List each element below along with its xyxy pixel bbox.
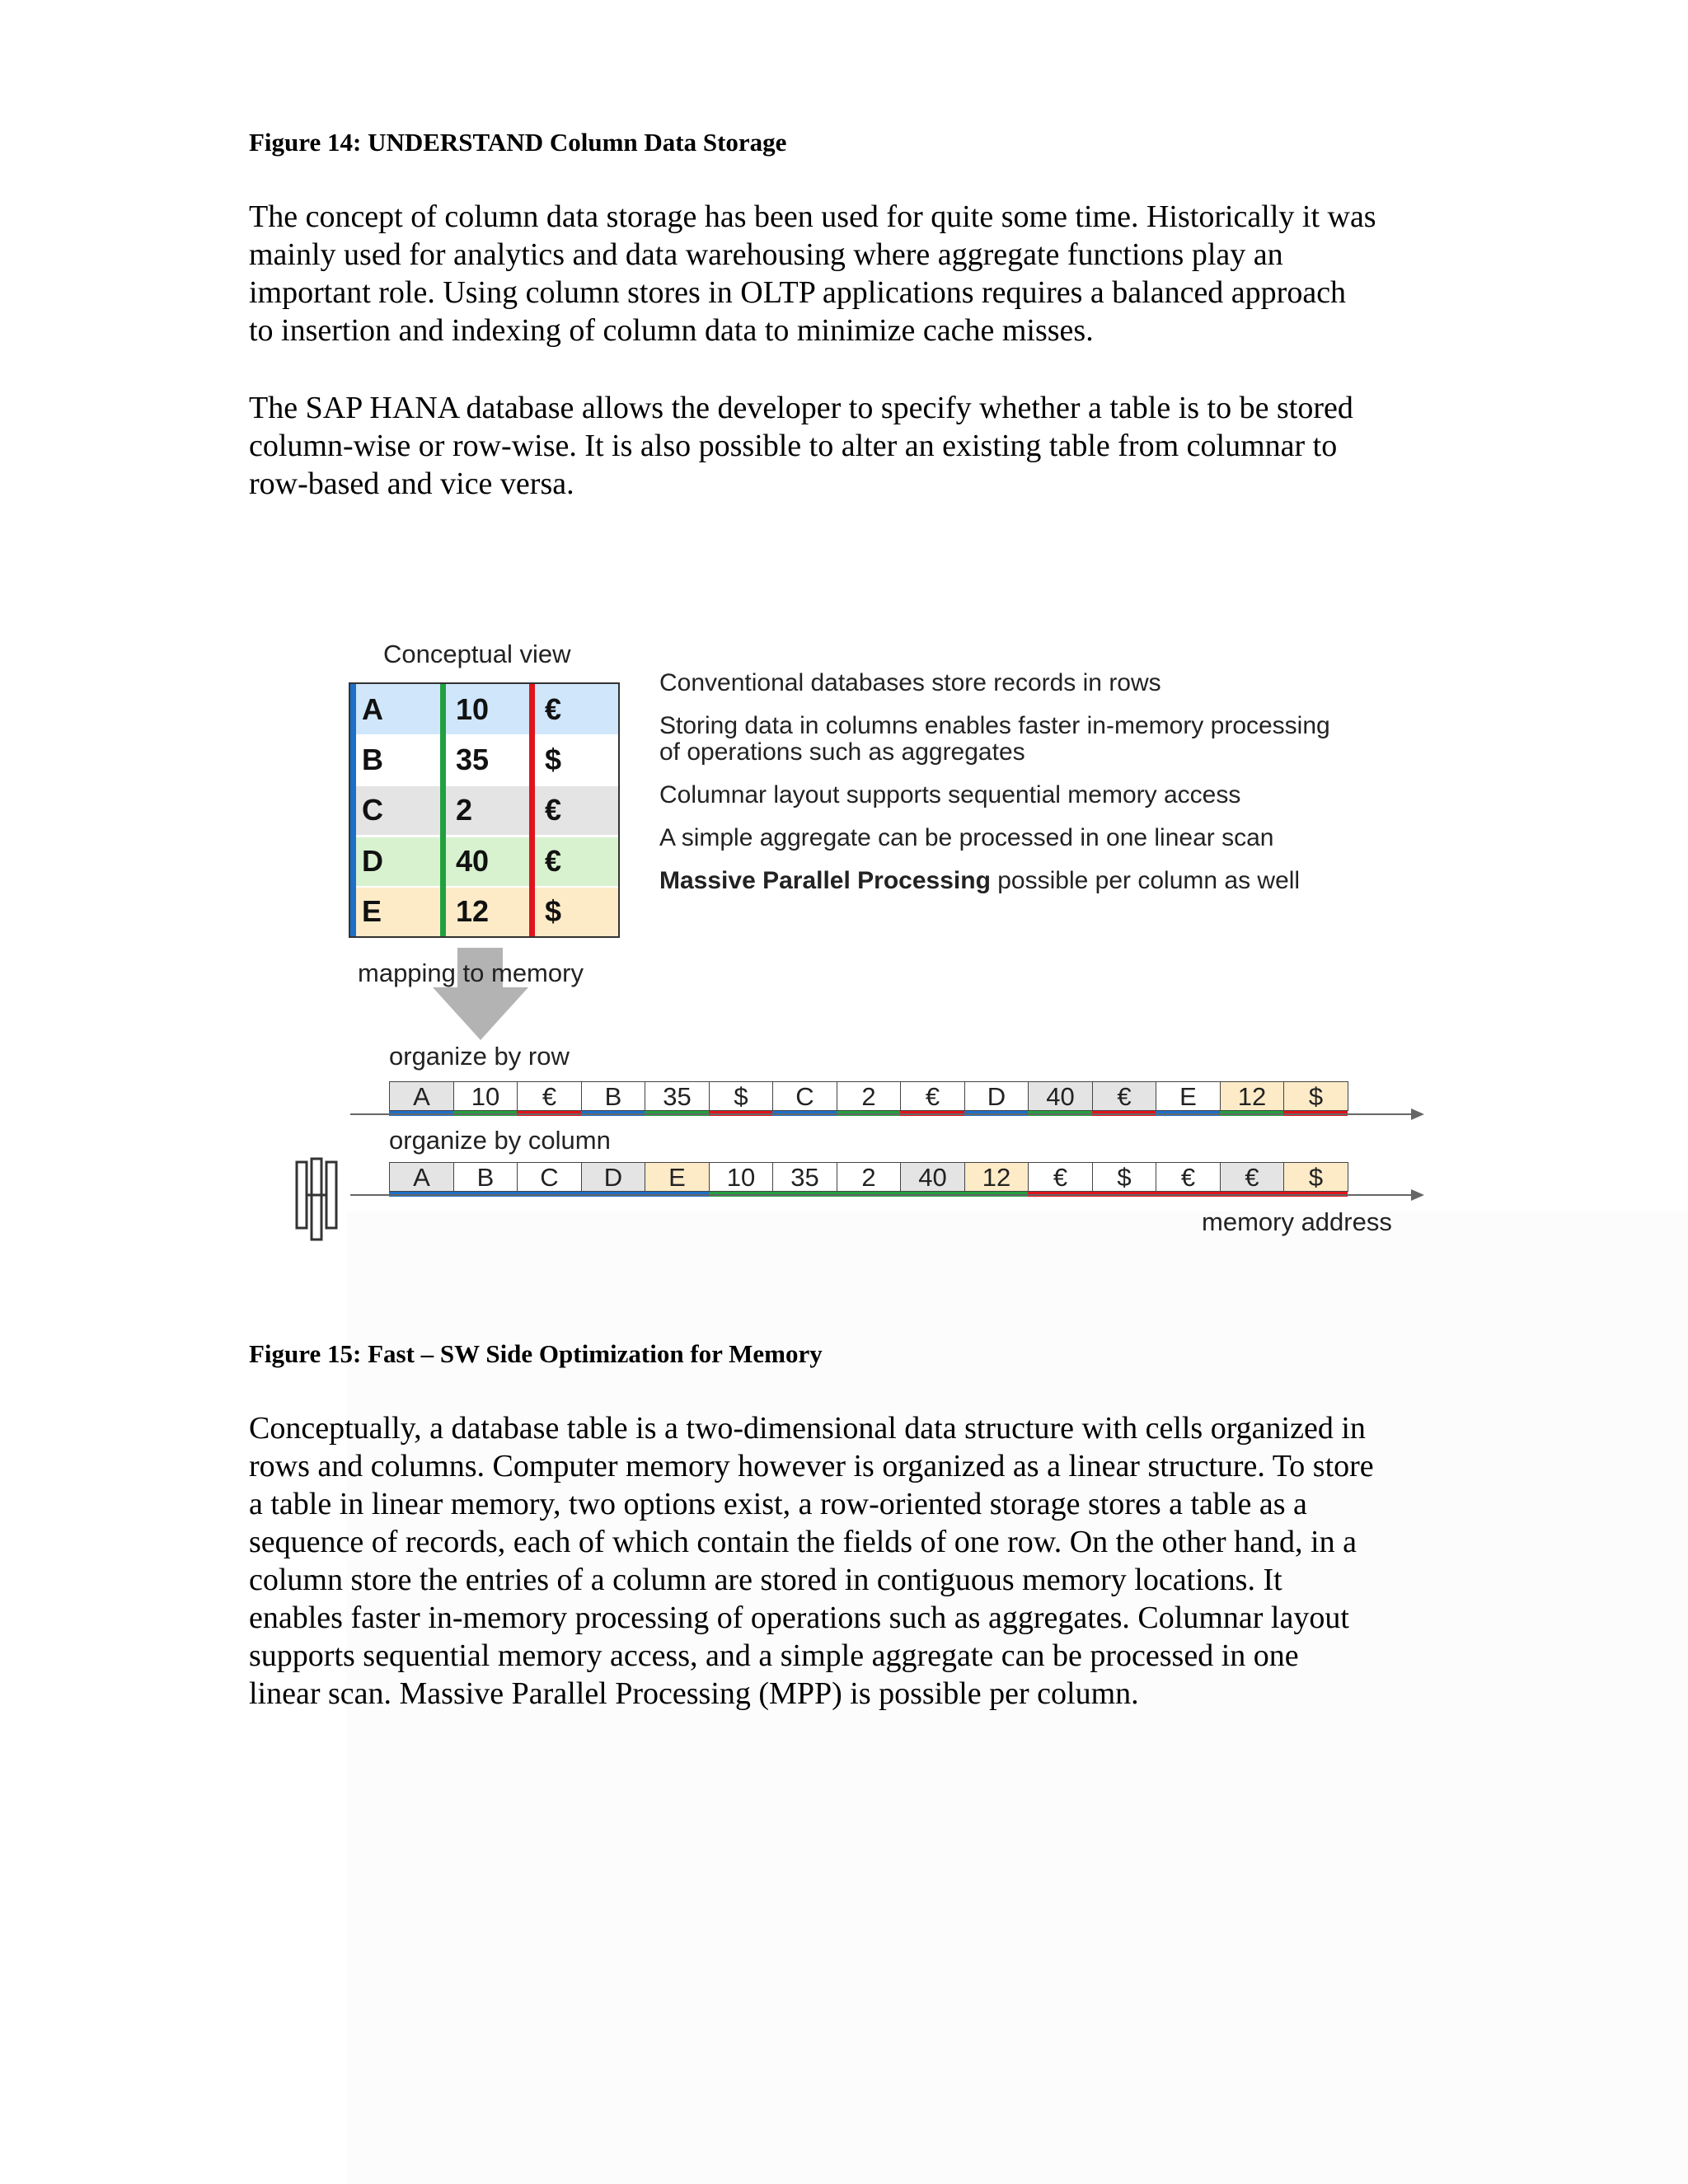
row-divider xyxy=(350,785,618,786)
memory-cell: 40 xyxy=(1028,1081,1093,1111)
memory-cell: B xyxy=(581,1081,646,1111)
memory-cell: € xyxy=(900,1081,965,1111)
para3-line: sequence of records, each of which contain the fields of one row. On the other hand, in a xyxy=(249,1525,1357,1559)
row-divider xyxy=(350,886,618,888)
memory-cell: 12 xyxy=(964,1162,1029,1192)
para3-line: linear scan. Massive Parallel Processing (MPP) is possible per column. xyxy=(249,1676,1139,1711)
para1-line: to insertion and indexing of column data to minimize cache misses. xyxy=(249,313,1094,348)
feature-item xyxy=(659,712,1330,740)
para3-line: a table in linear memory, two options exist, a row-oriented storage stores a table as a xyxy=(249,1487,1307,1521)
para3-line: enables faster in-memory processing of operations such as aggregates. Columnar layout xyxy=(249,1601,1349,1635)
memory-cell: $ xyxy=(709,1081,774,1111)
table-row xyxy=(350,734,618,785)
figure-14-caption: Figure 14: UNDERSTAND Column Data Storage xyxy=(249,128,787,157)
table-row xyxy=(350,684,618,734)
para1-line: mainly used for analytics and data warehousing where aggregate functions play an xyxy=(249,237,1283,272)
memory-cell: E xyxy=(645,1162,710,1192)
table-cell: 2 xyxy=(456,793,473,827)
memory-cell: D xyxy=(964,1081,1029,1111)
table-cell: 35 xyxy=(456,743,490,777)
table-cell: € xyxy=(545,843,562,878)
table-row xyxy=(350,785,618,835)
organize-by-row-label: organize by row xyxy=(389,1042,570,1071)
table-cell: 40 xyxy=(456,843,490,878)
memory-cell: € xyxy=(1092,1081,1157,1111)
para1-line: The concept of column data storage has been used for quite some time. Historically it was xyxy=(249,199,1376,234)
memory-cell: 12 xyxy=(1220,1081,1285,1111)
table-cell: E xyxy=(362,893,382,928)
row-divider xyxy=(350,734,618,736)
feature-item-text: Columnar layout supports sequential memory access xyxy=(659,781,1241,808)
feature-item-text: A simple aggregate can be processed in one linear scan xyxy=(659,824,1274,851)
column-memory-axis xyxy=(350,1194,1414,1196)
organize-by-column-label: organize by column xyxy=(389,1126,611,1155)
para3-line: rows and columns. Computer memory however is organized as a linear structure. To store xyxy=(249,1449,1374,1483)
feature-item-text: possible per column as well xyxy=(990,867,1301,894)
conceptual-view-title: Conceptual view xyxy=(383,640,571,668)
table-row xyxy=(350,886,618,936)
memory-cell: C xyxy=(772,1081,837,1111)
para3-line: Conceptually, a database table is a two-dimensional data structure with cells organized in xyxy=(249,1411,1366,1446)
table-cell: C xyxy=(362,793,383,827)
para2-line: column-wise or row-wise. It is also possible to alter an existing table from columnar to xyxy=(249,429,1338,463)
row-memory-axis xyxy=(350,1113,1414,1115)
memory-cell: 10 xyxy=(453,1081,518,1111)
conceptual-table xyxy=(349,682,620,938)
feature-item xyxy=(659,738,1025,766)
column-color-bar xyxy=(440,684,446,936)
memory-cell: A xyxy=(389,1081,454,1111)
column-color-bar xyxy=(529,684,535,936)
table-cell: $ xyxy=(545,743,562,777)
memory-cell: 2 xyxy=(837,1162,902,1192)
table-row xyxy=(350,836,618,886)
paragraph-sap-hana-storage xyxy=(249,389,1461,503)
memory-cell: E xyxy=(1156,1081,1221,1111)
memory-cell: € xyxy=(1220,1162,1285,1192)
memory-cell: 40 xyxy=(900,1162,965,1192)
feature-item xyxy=(659,781,1240,809)
table-cell: 12 xyxy=(456,893,490,928)
paragraph-linear-memory xyxy=(249,1409,1461,1713)
table-cell: A xyxy=(362,692,383,726)
table-cell: € xyxy=(545,692,562,726)
para2-line: row-based and vice versa. xyxy=(249,466,574,501)
memory-cell: D xyxy=(581,1162,646,1192)
para1-line: important role. Using column stores in OLTP applications requires a balanced approach xyxy=(249,275,1347,310)
memory-cell: € xyxy=(1028,1162,1093,1192)
row-axis-arrow-icon xyxy=(1411,1108,1424,1120)
feature-item xyxy=(659,867,1300,895)
memory-address-label: memory address xyxy=(1202,1207,1392,1236)
memory-cell: A xyxy=(389,1162,454,1192)
memory-cell: 35 xyxy=(645,1081,710,1111)
memory-cell: B xyxy=(453,1162,518,1192)
memory-cell: € xyxy=(517,1081,582,1111)
table-cell: € xyxy=(545,793,562,827)
table-cell: B xyxy=(362,743,383,777)
table-cell: 10 xyxy=(456,692,490,726)
feature-item-text: Storing data in columns enables faster in-memory processing xyxy=(659,712,1330,739)
row-divider xyxy=(350,836,618,837)
mapping-to-memory-label: mapping to memory xyxy=(358,958,584,987)
memory-cell: $ xyxy=(1283,1162,1348,1192)
feature-item xyxy=(659,669,1161,697)
feature-item-bold: Massive Parallel Processing xyxy=(659,867,991,894)
memory-cell: € xyxy=(1156,1162,1221,1192)
para2-line: The SAP HANA database allows the developer to specify whether a table is to be stored xyxy=(249,391,1353,425)
column-axis-arrow-icon xyxy=(1411,1189,1424,1201)
memory-cell: C xyxy=(517,1162,582,1192)
para3-line: supports sequential memory access, and a simple aggregate can be processed in one xyxy=(249,1638,1299,1673)
memory-cell: 35 xyxy=(772,1162,837,1192)
memory-cell: 10 xyxy=(709,1162,774,1192)
memory-cell: 2 xyxy=(837,1081,902,1111)
figure-15-caption: Figure 15: Fast – SW Side Optimization for Memory xyxy=(249,1339,823,1368)
memory-cell: $ xyxy=(1092,1162,1157,1192)
memory-cell: $ xyxy=(1283,1081,1348,1111)
table-cell: D xyxy=(362,843,383,878)
feature-item-text: of operations such as aggregates xyxy=(659,738,1025,766)
paragraph-column-storage-history xyxy=(249,198,1461,349)
table-cell: $ xyxy=(545,893,562,928)
para3-line: column store the entries of a column are stored in contiguous memory locations. It xyxy=(249,1563,1282,1597)
hana-logo-icon xyxy=(293,1157,348,1243)
feature-item xyxy=(659,824,1273,852)
feature-item-text: Conventional databases store records in rows xyxy=(659,669,1161,696)
column-color-bar xyxy=(350,684,356,936)
mapping-arrow-head xyxy=(433,987,528,1040)
